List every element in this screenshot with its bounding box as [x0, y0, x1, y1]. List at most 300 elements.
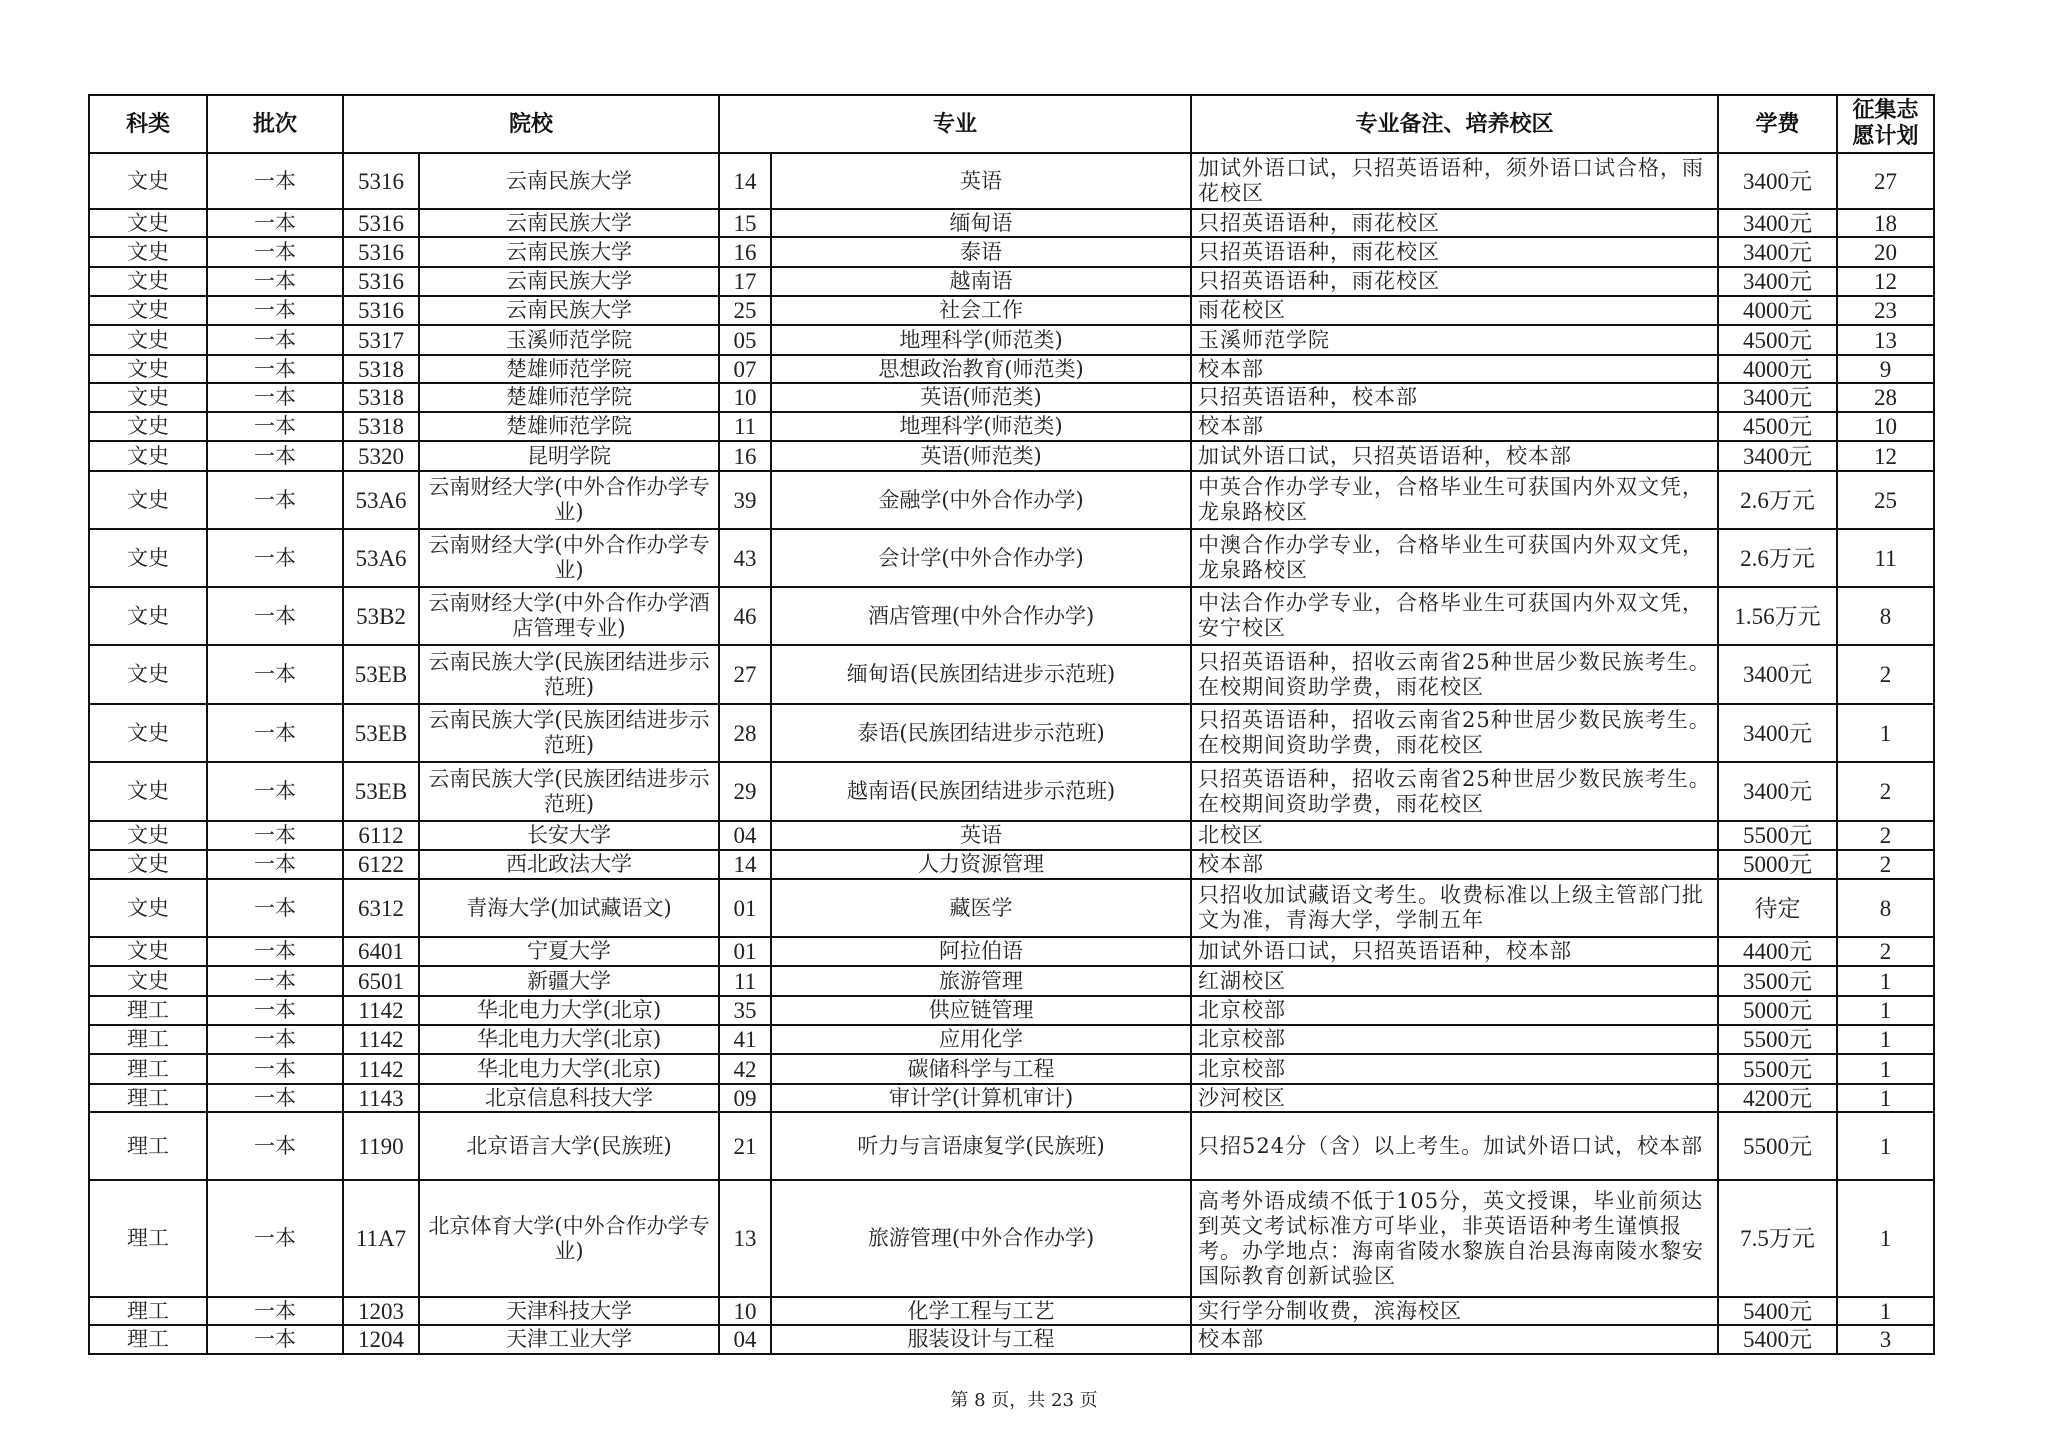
- table-row: [89, 383, 1934, 412]
- notes-cell: 实行学分制收费，滨海校区: [1191, 1297, 1718, 1325]
- category-cell: 文史: [89, 850, 207, 879]
- major-name-cell: 思想政治教育(师范类): [771, 355, 1191, 383]
- admissions-table: [88, 94, 1935, 1355]
- school-name-cell: 昆明学院: [419, 441, 719, 471]
- category-cell: 文史: [89, 383, 207, 412]
- school-code-cell: 6501: [343, 966, 419, 996]
- notes-cell: 高考外语成绩不低于105分，英文授课，毕业前须达到英文考试标准方可毕业，非英语语种考生谨慎报考。办学地点：海南省陵水黎族自治县海南陵水黎安国际教育创新试验区: [1191, 1180, 1718, 1297]
- category-cell: 文史: [89, 821, 207, 850]
- table-row: [89, 850, 1934, 879]
- batch-cell: 一本: [207, 412, 343, 441]
- plan-cell: 8: [1837, 879, 1934, 937]
- major-code-cell: 15: [719, 209, 771, 237]
- school-name-cell: 长安大学: [419, 821, 719, 850]
- school-name-cell: 云南民族大学: [419, 267, 719, 296]
- table-row: [89, 237, 1934, 267]
- school-name-cell: 楚雄师范学院: [419, 412, 719, 441]
- major-name-cell: 酒店管理(中外合作办学): [771, 587, 1191, 645]
- notes-cell: 校本部: [1191, 412, 1718, 441]
- plan-cell: 1: [1837, 1180, 1934, 1297]
- school-code-cell: 6312: [343, 879, 419, 937]
- tuition-cell: 3400元: [1718, 762, 1837, 821]
- school-code-cell: 53EB: [343, 704, 419, 762]
- major-name-cell: 社会工作: [771, 296, 1191, 325]
- major-code-cell: 10: [719, 383, 771, 412]
- notes-cell: 只招英语语种，雨花校区: [1191, 237, 1718, 267]
- category-cell: 理工: [89, 996, 207, 1025]
- notes-cell: 只招英语语种，雨花校区: [1191, 209, 1718, 237]
- school-code-cell: 5316: [343, 237, 419, 267]
- batch-cell: 一本: [207, 1325, 343, 1354]
- plan-cell: 1: [1837, 966, 1934, 996]
- category-cell: 文史: [89, 153, 207, 209]
- tuition-cell: 5500元: [1718, 821, 1837, 850]
- major-code-cell: 21: [719, 1112, 771, 1180]
- plan-cell: 2: [1837, 821, 1934, 850]
- category-cell: 文史: [89, 209, 207, 237]
- category-cell: 文史: [89, 267, 207, 296]
- school-name-cell: 云南民族大学: [419, 153, 719, 209]
- table-row: [89, 471, 1934, 529]
- notes-cell: 只招524分（含）以上考生。加试外语口试，校本部: [1191, 1112, 1718, 1180]
- major-code-cell: 09: [719, 1084, 771, 1112]
- major-name-cell: 泰语(民族团结进步示范班): [771, 704, 1191, 762]
- school-name-cell: 云南民族大学(民族团结进步示范班): [419, 645, 719, 704]
- batch-cell: 一本: [207, 850, 343, 879]
- batch-cell: 一本: [207, 996, 343, 1025]
- batch-cell: 一本: [207, 529, 343, 587]
- plan-cell: 1: [1837, 1025, 1934, 1054]
- batch-cell: 一本: [207, 471, 343, 529]
- school-name-cell: 云南民族大学(民族团结进步示范班): [419, 762, 719, 821]
- batch-cell: 一本: [207, 966, 343, 996]
- table-row: [89, 966, 1934, 996]
- school-code-cell: 53A6: [343, 471, 419, 529]
- major-name-cell: 越南语: [771, 267, 1191, 296]
- major-code-cell: 11: [719, 966, 771, 996]
- notes-cell: 校本部: [1191, 355, 1718, 383]
- category-cell: 文史: [89, 704, 207, 762]
- tuition-cell: 5000元: [1718, 850, 1837, 879]
- school-code-cell: 1143: [343, 1084, 419, 1112]
- category-cell: 文史: [89, 529, 207, 587]
- table-row: [89, 1084, 1934, 1112]
- batch-cell: 一本: [207, 441, 343, 471]
- category-cell: 理工: [89, 1025, 207, 1054]
- notes-cell: 中英合作办学专业，合格毕业生可获国内外双文凭，龙泉路校区: [1191, 471, 1718, 529]
- school-name-cell: 玉溪师范学院: [419, 325, 719, 355]
- category-cell: 理工: [89, 1180, 207, 1297]
- school-code-cell: 5320: [343, 441, 419, 471]
- category-cell: 文史: [89, 412, 207, 441]
- category-cell: 理工: [89, 1297, 207, 1325]
- major-name-cell: 泰语: [771, 237, 1191, 267]
- major-code-cell: 04: [719, 821, 771, 850]
- plan-cell: 1: [1837, 1054, 1934, 1084]
- tuition-cell: 5500元: [1718, 1112, 1837, 1180]
- major-name-cell: 英语: [771, 153, 1191, 209]
- batch-cell: 一本: [207, 587, 343, 645]
- school-code-cell: 1204: [343, 1325, 419, 1354]
- category-cell: 文史: [89, 966, 207, 996]
- school-name-cell: 云南财经大学(中外合作办学专业): [419, 529, 719, 587]
- major-code-cell: 28: [719, 704, 771, 762]
- table-row: [89, 153, 1934, 209]
- tuition-cell: 3400元: [1718, 209, 1837, 237]
- batch-cell: 一本: [207, 209, 343, 237]
- school-code-cell: 53A6: [343, 529, 419, 587]
- batch-cell: 一本: [207, 267, 343, 296]
- major-name-cell: 英语: [771, 821, 1191, 850]
- major-name-cell: 金融学(中外合作办学): [771, 471, 1191, 529]
- plan-cell: 18: [1837, 209, 1934, 237]
- major-code-cell: 46: [719, 587, 771, 645]
- plan-cell: 23: [1837, 296, 1934, 325]
- school-code-cell: 5316: [343, 267, 419, 296]
- notes-cell: 只招英语语种，雨花校区: [1191, 267, 1718, 296]
- school-code-cell: 53EB: [343, 762, 419, 821]
- category-cell: 文史: [89, 879, 207, 937]
- tuition-cell: 3400元: [1718, 441, 1837, 471]
- major-name-cell: 碳储科学与工程: [771, 1054, 1191, 1084]
- school-name-cell: 北京信息科技大学: [419, 1084, 719, 1112]
- school-name-cell: 云南财经大学(中外合作办学酒店管理专业): [419, 587, 719, 645]
- school-name-cell: 宁夏大学: [419, 937, 719, 966]
- notes-cell: 中澳合作办学专业，合格毕业生可获国内外双文凭，龙泉路校区: [1191, 529, 1718, 587]
- school-code-cell: 6112: [343, 821, 419, 850]
- major-code-cell: 07: [719, 355, 771, 383]
- plan-cell: 1: [1837, 1297, 1934, 1325]
- school-code-cell: 53EB: [343, 645, 419, 704]
- category-cell: 文史: [89, 355, 207, 383]
- notes-cell: 中法合作办学专业，合格毕业生可获国内外双文凭，安宁校区: [1191, 587, 1718, 645]
- notes-cell: 校本部: [1191, 850, 1718, 879]
- table-row: [89, 441, 1934, 471]
- header-school: 院校: [343, 95, 719, 153]
- major-name-cell: 英语(师范类): [771, 383, 1191, 412]
- batch-cell: 一本: [207, 1054, 343, 1084]
- plan-cell: 9: [1837, 355, 1934, 383]
- batch-cell: 一本: [207, 1180, 343, 1297]
- batch-cell: 一本: [207, 821, 343, 850]
- batch-cell: 一本: [207, 153, 343, 209]
- major-name-cell: 缅甸语(民族团结进步示范班): [771, 645, 1191, 704]
- batch-cell: 一本: [207, 355, 343, 383]
- school-name-cell: 华北电力大学(北京): [419, 1025, 719, 1054]
- major-name-cell: 会计学(中外合作办学): [771, 529, 1191, 587]
- batch-cell: 一本: [207, 296, 343, 325]
- school-code-cell: 1142: [343, 1025, 419, 1054]
- major-code-cell: 43: [719, 529, 771, 587]
- major-name-cell: 审计学(计算机审计): [771, 1084, 1191, 1112]
- table-row: [89, 1180, 1934, 1297]
- major-code-cell: 39: [719, 471, 771, 529]
- school-code-cell: 11A7: [343, 1180, 419, 1297]
- major-code-cell: 14: [719, 850, 771, 879]
- category-cell: 文史: [89, 937, 207, 966]
- category-cell: 文史: [89, 471, 207, 529]
- table-row: [89, 529, 1934, 587]
- tuition-cell: 5400元: [1718, 1325, 1837, 1354]
- category-cell: 文史: [89, 237, 207, 267]
- category-cell: 文史: [89, 325, 207, 355]
- notes-cell: 只招收加试藏语文考生。收费标准以上级主管部门批文为准，青海大学，学制五年: [1191, 879, 1718, 937]
- tuition-cell: 5000元: [1718, 996, 1837, 1025]
- category-cell: 文史: [89, 762, 207, 821]
- major-code-cell: 04: [719, 1325, 771, 1354]
- school-code-cell: 5316: [343, 296, 419, 325]
- batch-cell: 一本: [207, 937, 343, 966]
- school-name-cell: 北京语言大学(民族班): [419, 1112, 719, 1180]
- batch-cell: 一本: [207, 762, 343, 821]
- major-code-cell: 16: [719, 441, 771, 471]
- school-name-cell: 天津工业大学: [419, 1325, 719, 1354]
- notes-cell: 北京校部: [1191, 1054, 1718, 1084]
- major-code-cell: 01: [719, 937, 771, 966]
- table-row: [89, 587, 1934, 645]
- school-name-cell: 云南民族大学: [419, 237, 719, 267]
- notes-cell: 红湖校区: [1191, 966, 1718, 996]
- notes-cell: 只招英语语种，招收云南省25种世居少数民族考生。在校期间资助学费，雨花校区: [1191, 704, 1718, 762]
- school-name-cell: 楚雄师范学院: [419, 355, 719, 383]
- notes-cell: 沙河校区: [1191, 1084, 1718, 1112]
- table-row: [89, 762, 1934, 821]
- plan-cell: 25: [1837, 471, 1934, 529]
- tuition-cell: 3400元: [1718, 153, 1837, 209]
- table-row: [89, 1297, 1934, 1325]
- table-row: [89, 937, 1934, 966]
- table-row: [89, 1025, 1934, 1054]
- table-row: [89, 704, 1934, 762]
- notes-cell: 玉溪师范学院: [1191, 325, 1718, 355]
- major-code-cell: 05: [719, 325, 771, 355]
- major-code-cell: 13: [719, 1180, 771, 1297]
- school-name-cell: 新疆大学: [419, 966, 719, 996]
- notes-cell: 雨花校区: [1191, 296, 1718, 325]
- batch-cell: 一本: [207, 645, 343, 704]
- notes-cell: 只招英语语种，招收云南省25种世居少数民族考生。在校期间资助学费，雨花校区: [1191, 645, 1718, 704]
- school-code-cell: 1142: [343, 996, 419, 1025]
- major-code-cell: 27: [719, 645, 771, 704]
- tuition-cell: 5500元: [1718, 1054, 1837, 1084]
- notes-cell: 北京校部: [1191, 996, 1718, 1025]
- category-cell: 理工: [89, 1325, 207, 1354]
- plan-cell: 27: [1837, 153, 1934, 209]
- tuition-cell: 3400元: [1718, 704, 1837, 762]
- table-row: [89, 1112, 1934, 1180]
- plan-cell: 3: [1837, 1325, 1934, 1354]
- batch-cell: 一本: [207, 704, 343, 762]
- table-row: [89, 879, 1934, 937]
- batch-cell: 一本: [207, 1025, 343, 1054]
- school-code-cell: 5317: [343, 325, 419, 355]
- major-name-cell: 旅游管理(中外合作办学): [771, 1180, 1191, 1297]
- major-name-cell: 供应链管理: [771, 996, 1191, 1025]
- table-row: [89, 209, 1934, 237]
- plan-cell: 12: [1837, 441, 1934, 471]
- school-name-cell: 北京体育大学(中外合作办学专业): [419, 1180, 719, 1297]
- table-row: [89, 412, 1934, 441]
- tuition-cell: 1.56万元: [1718, 587, 1837, 645]
- notes-cell: 加试外语口试，只招英语语种，校本部: [1191, 937, 1718, 966]
- school-name-cell: 华北电力大学(北京): [419, 1054, 719, 1084]
- plan-cell: 13: [1837, 325, 1934, 355]
- tuition-cell: 4500元: [1718, 325, 1837, 355]
- tuition-cell: 3400元: [1718, 645, 1837, 704]
- school-name-cell: 楚雄师范学院: [419, 383, 719, 412]
- plan-cell: 1: [1837, 704, 1934, 762]
- plan-cell: 1: [1837, 996, 1934, 1025]
- plan-cell: 1: [1837, 1112, 1934, 1180]
- category-cell: 文史: [89, 587, 207, 645]
- plan-cell: 20: [1837, 237, 1934, 267]
- school-code-cell: 1190: [343, 1112, 419, 1180]
- tuition-cell: 3400元: [1718, 267, 1837, 296]
- major-name-cell: 人力资源管理: [771, 850, 1191, 879]
- header-row: [89, 95, 1934, 153]
- table-row: [89, 1054, 1934, 1084]
- school-name-cell: 西北政法大学: [419, 850, 719, 879]
- school-name-cell: 云南民族大学: [419, 209, 719, 237]
- table-row: [89, 1325, 1934, 1354]
- notes-cell: 加试外语口试，只招英语语种，须外语口试合格，雨花校区: [1191, 153, 1718, 209]
- tuition-cell: 4400元: [1718, 937, 1837, 966]
- major-name-cell: 听力与言语康复学(民族班): [771, 1112, 1191, 1180]
- major-code-cell: 29: [719, 762, 771, 821]
- category-cell: 理工: [89, 1112, 207, 1180]
- category-cell: 理工: [89, 1054, 207, 1084]
- category-cell: 文史: [89, 441, 207, 471]
- school-code-cell: 1203: [343, 1297, 419, 1325]
- major-name-cell: 藏医学: [771, 879, 1191, 937]
- plan-cell: 1: [1837, 1084, 1934, 1112]
- batch-cell: 一本: [207, 325, 343, 355]
- tuition-cell: 4000元: [1718, 296, 1837, 325]
- school-code-cell: 5318: [343, 412, 419, 441]
- table-row: [89, 325, 1934, 355]
- table-row: [89, 355, 1934, 383]
- plan-cell: 11: [1837, 529, 1934, 587]
- tuition-cell: 4200元: [1718, 1084, 1837, 1112]
- school-name-cell: 云南财经大学(中外合作办学专业): [419, 471, 719, 529]
- page-number: 第 8 页，共 23 页: [950, 1390, 1098, 1411]
- notes-cell: 北京校部: [1191, 1025, 1718, 1054]
- major-name-cell: 地理科学(师范类): [771, 325, 1191, 355]
- school-code-cell: 5318: [343, 355, 419, 383]
- school-name-cell: 天津科技大学: [419, 1297, 719, 1325]
- table-row: [89, 996, 1934, 1025]
- batch-cell: 一本: [207, 1084, 343, 1112]
- plan-cell: 10: [1837, 412, 1934, 441]
- tuition-cell: 5500元: [1718, 1025, 1837, 1054]
- school-code-cell: 53B2: [343, 587, 419, 645]
- school-code-cell: 5316: [343, 153, 419, 209]
- table-row: [89, 821, 1934, 850]
- tuition-cell: 3400元: [1718, 383, 1837, 412]
- major-name-cell: 阿拉伯语: [771, 937, 1191, 966]
- major-code-cell: 10: [719, 1297, 771, 1325]
- table-body: [89, 153, 1934, 1354]
- plan-cell: 28: [1837, 383, 1934, 412]
- major-name-cell: 地理科学(师范类): [771, 412, 1191, 441]
- tuition-cell: 2.6万元: [1718, 471, 1837, 529]
- plan-cell: 2: [1837, 937, 1934, 966]
- major-name-cell: 英语(师范类): [771, 441, 1191, 471]
- major-code-cell: 01: [719, 879, 771, 937]
- batch-cell: 一本: [207, 879, 343, 937]
- notes-cell: 只招英语语种，招收云南省25种世居少数民族考生。在校期间资助学费，雨花校区: [1191, 762, 1718, 821]
- header-notes: 专业备注、培养校区: [1191, 95, 1718, 153]
- batch-cell: 一本: [207, 1297, 343, 1325]
- major-code-cell: 11: [719, 412, 771, 441]
- major-code-cell: 42: [719, 1054, 771, 1084]
- category-cell: 理工: [89, 1084, 207, 1112]
- table-row: [89, 645, 1934, 704]
- major-name-cell: 应用化学: [771, 1025, 1191, 1054]
- school-code-cell: 6401: [343, 937, 419, 966]
- batch-cell: 一本: [207, 1112, 343, 1180]
- tuition-cell: 4500元: [1718, 412, 1837, 441]
- plan-cell: 12: [1837, 267, 1934, 296]
- notes-cell: 加试外语口试，只招英语语种，校本部: [1191, 441, 1718, 471]
- table-row: [89, 267, 1934, 296]
- school-code-cell: 5316: [343, 209, 419, 237]
- school-name-cell: 云南民族大学(民族团结进步示范班): [419, 704, 719, 762]
- school-code-cell: 1142: [343, 1054, 419, 1084]
- header-plan: 征集志愿计划: [1837, 95, 1934, 153]
- major-name-cell: 缅甸语: [771, 209, 1191, 237]
- plan-cell: 8: [1837, 587, 1934, 645]
- header-major: 专业: [719, 95, 1191, 153]
- school-name-cell: 云南民族大学: [419, 296, 719, 325]
- major-name-cell: 旅游管理: [771, 966, 1191, 996]
- notes-cell: 北校区: [1191, 821, 1718, 850]
- tuition-cell: 3500元: [1718, 966, 1837, 996]
- major-code-cell: 17: [719, 267, 771, 296]
- school-code-cell: 5318: [343, 383, 419, 412]
- tuition-cell: 3400元: [1718, 237, 1837, 267]
- plan-cell: 2: [1837, 850, 1934, 879]
- major-code-cell: 41: [719, 1025, 771, 1054]
- major-code-cell: 35: [719, 996, 771, 1025]
- header-category: 科类: [89, 95, 207, 153]
- school-code-cell: 6122: [343, 850, 419, 879]
- major-code-cell: 14: [719, 153, 771, 209]
- table-row: [89, 296, 1934, 325]
- category-cell: 文史: [89, 296, 207, 325]
- major-name-cell: 化学工程与工艺: [771, 1297, 1191, 1325]
- batch-cell: 一本: [207, 383, 343, 412]
- header-batch: 批次: [207, 95, 343, 153]
- major-code-cell: 25: [719, 296, 771, 325]
- school-name-cell: 青海大学(加试藏语文): [419, 879, 719, 937]
- major-code-cell: 16: [719, 237, 771, 267]
- major-name-cell: 服装设计与工程: [771, 1325, 1191, 1354]
- plan-cell: 2: [1837, 645, 1934, 704]
- tuition-cell: 5400元: [1718, 1297, 1837, 1325]
- tuition-cell: 2.6万元: [1718, 529, 1837, 587]
- school-name-cell: 华北电力大学(北京): [419, 996, 719, 1025]
- plan-cell: 2: [1837, 762, 1934, 821]
- notes-cell: 校本部: [1191, 1325, 1718, 1354]
- tuition-cell: 4000元: [1718, 355, 1837, 383]
- tuition-cell: 7.5万元: [1718, 1180, 1837, 1297]
- header-tuition: 学费: [1718, 95, 1837, 153]
- major-name-cell: 越南语(民族团结进步示范班): [771, 762, 1191, 821]
- tuition-cell: 待定: [1718, 879, 1837, 937]
- batch-cell: 一本: [207, 237, 343, 267]
- notes-cell: 只招英语语种，校本部: [1191, 383, 1718, 412]
